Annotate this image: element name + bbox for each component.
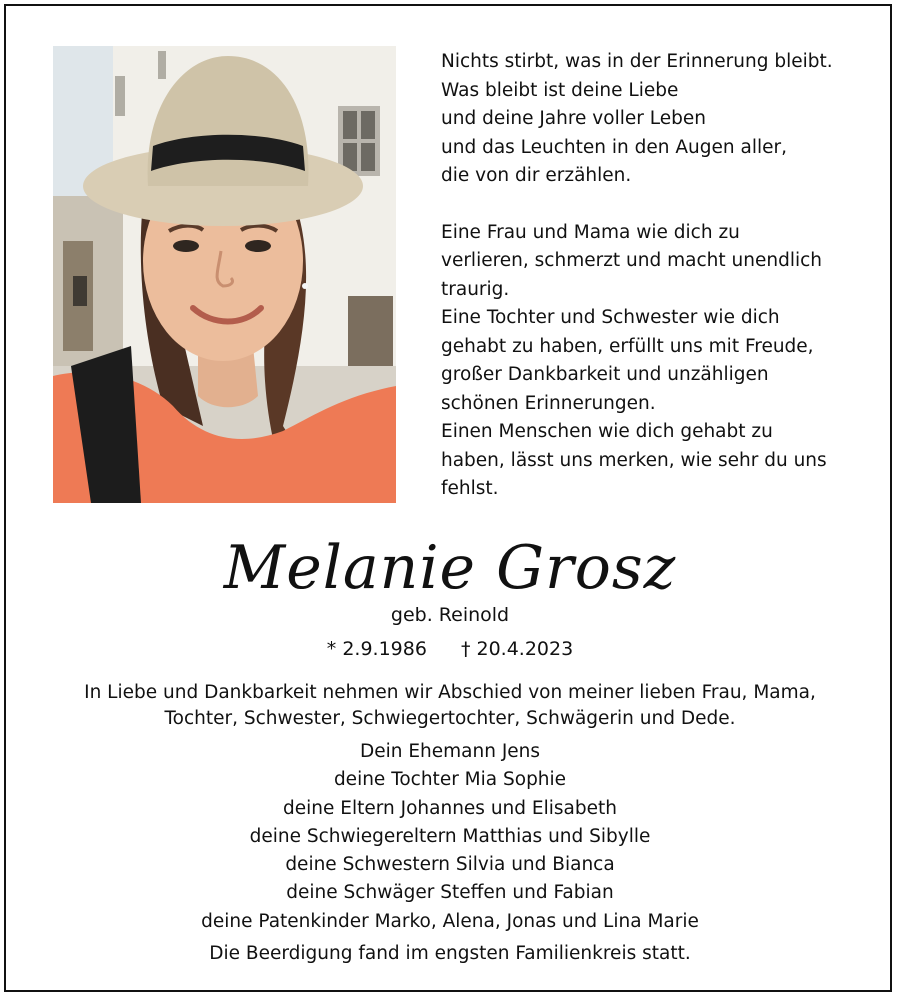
poem-line: Was bleibt ist deine Liebe — [441, 79, 679, 101]
birth-date: * 2.9.1986 — [326, 638, 427, 660]
poem-stanza — [441, 418, 871, 504]
poem-line: verlieren, schmerzt und macht unendlich — [441, 250, 822, 271]
mourners-list — [0, 738, 900, 936]
poem-line: Eine Frau und Mama wie dich zu — [441, 221, 740, 243]
poem-line: Eine Tochter und Schwester wie dich — [441, 307, 780, 328]
portrait-illustration — [53, 46, 396, 503]
poem-line: die von dir erzählen. — [441, 165, 632, 186]
poem-stanza — [441, 48, 871, 191]
poem-line: fehlst. — [441, 478, 499, 499]
poem-stanza — [441, 304, 871, 418]
poem-line: Einen Menschen wie dich gehabt zu — [441, 421, 773, 442]
mourner-item: deine Tochter Mia Sophie — [333, 769, 567, 791]
poem-line: traurig. — [441, 278, 510, 300]
mourner-item: deine Schwestern Silvia und Bianca — [285, 854, 615, 876]
portrait-photo — [53, 46, 396, 503]
announcement-line: In Liebe und Dankbarkeit nehmen wir Abschied von meiner lieben Frau, Mama, — [84, 682, 816, 703]
death-date: † 20.4.2023 — [460, 638, 574, 660]
life-dates — [0, 635, 900, 663]
poem-line: Nichts stirbt, was in der Erinnerung bleibt. — [441, 51, 833, 72]
mourner-item: deine Eltern Johannes und Elisabeth — [283, 797, 617, 819]
poem-line: großer Dankbarkeit und unzähligen — [441, 364, 769, 385]
mourner-item: Dein Ehemann Jens — [359, 741, 541, 762]
poem — [441, 48, 871, 504]
poem-line: und das Leuchten in den Augen aller, — [441, 136, 787, 158]
mourner-item: deine Schwiegereltern Matthias und Sibylle — [249, 825, 651, 847]
poem-line: haben, lässt uns merken, wie sehr du uns — [441, 449, 827, 471]
announcement — [0, 680, 900, 732]
maiden-name: geb. Reinold — [390, 604, 510, 626]
announcement-line: Tochter, Schwester, Schwiegertochter, Schwägerin und Dede. — [164, 708, 736, 729]
deceased-name: Melanie Grosz — [223, 533, 677, 603]
funeral-note: Die Beerdigung fand im engsten Familienkreis statt. — [209, 943, 691, 964]
poem-stanza — [441, 219, 871, 305]
mourner-item: deine Schwäger Steffen und Fabian — [286, 882, 614, 904]
poem-line: und deine Jahre voller Leben — [441, 108, 706, 129]
poem-line: schönen Erinnerungen. — [441, 392, 656, 414]
mourner-item: deine Patenkinder Marko, Alena, Jonas und Lina Marie — [201, 910, 699, 932]
poem-line: gehabt zu haben, erfüllt uns mit Freude, — [441, 335, 814, 357]
